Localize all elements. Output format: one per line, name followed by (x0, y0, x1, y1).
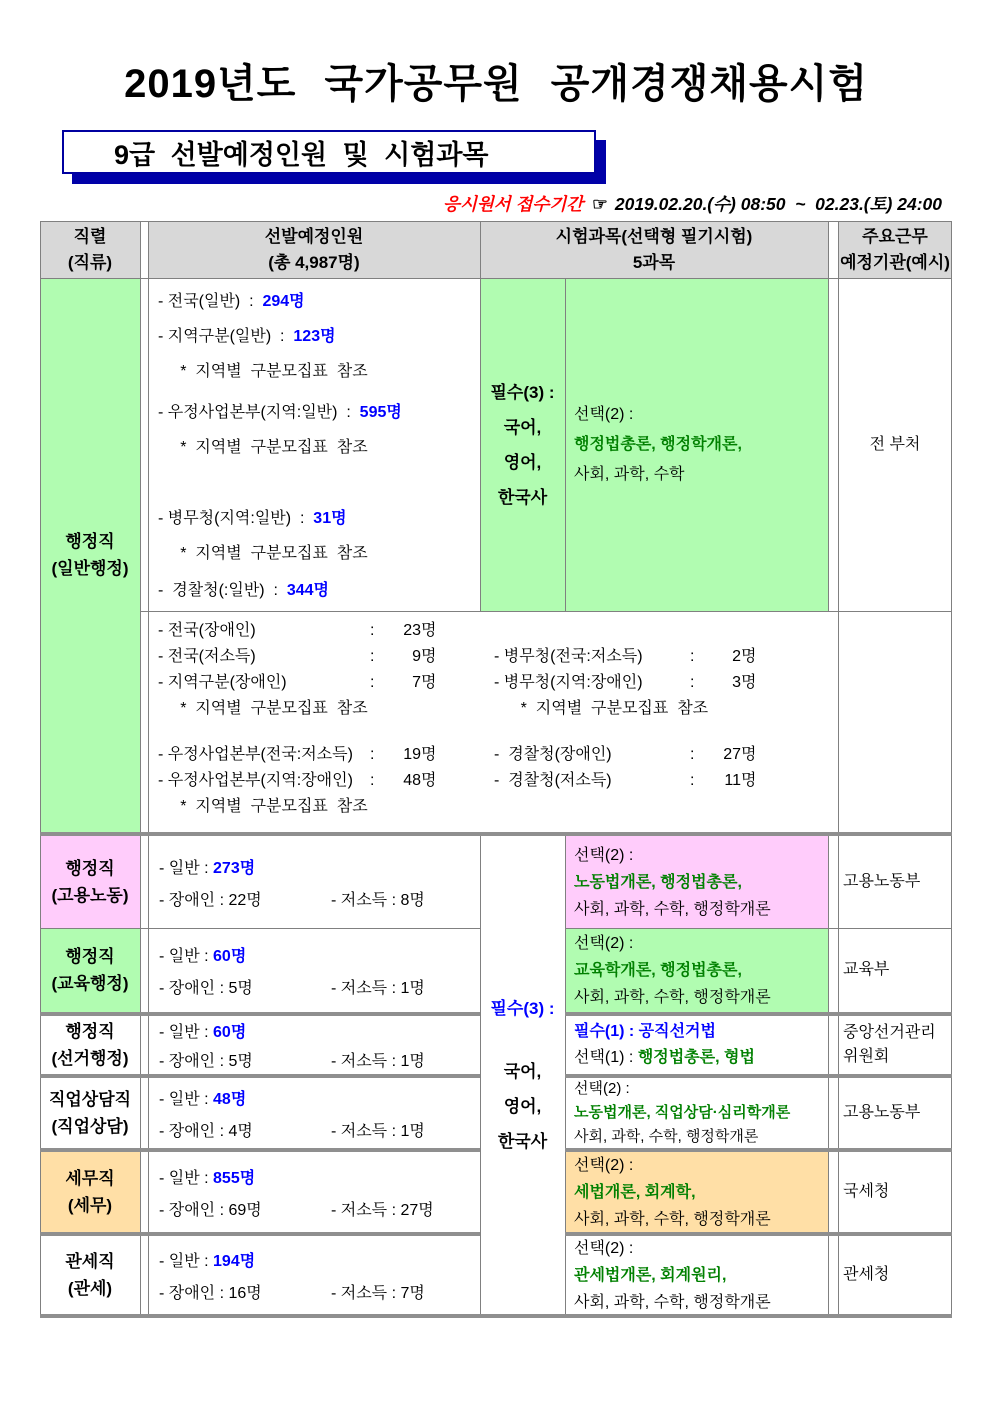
required-subject: 영어, (503, 1097, 542, 1116)
agency-name: 중앙선거관리 (843, 1024, 936, 1041)
row6-category: 세무직 (세무) (40, 1152, 140, 1232)
row3-select-cell (565, 928, 828, 1012)
notice-period: 2019.02.20.(수) 08:50 ~ 02.23.(토) 24:00 (614, 194, 942, 214)
grid-line (480, 221, 481, 611)
recruit-line: - 경찰청(:일반) : 344명 (158, 582, 329, 599)
select-label: 선택(2) : (574, 1080, 630, 1097)
row1-category-line2: (일반행정) (51, 559, 129, 578)
agency-name: 교육부 (843, 961, 890, 978)
thick-separator (40, 832, 952, 836)
recruit-note: * 지역별 구분모집표 참조 (158, 363, 368, 380)
agency-name: 위원회 (843, 1048, 890, 1065)
select-rest-subjects: 사회, 과학, 수학 (574, 465, 685, 483)
row4-select-cell (565, 1016, 828, 1074)
extra-line: - 경찰청(저소득) : 11명 (494, 772, 757, 789)
row1-required-cell (480, 278, 565, 611)
header-recruit (148, 221, 480, 278)
recruit-line: - 장애인 : 16명 - 저소득 : 7명 (159, 1284, 425, 1302)
select-rest-subjects: 사회, 과학, 수학, 행정학개론 (574, 1210, 771, 1228)
select-label: 선택(2) : (574, 934, 634, 952)
recruit-note: * 지역별 구분모집표 참조 (158, 545, 368, 562)
pointing-hand-icon: ☞ (592, 194, 608, 214)
recruit-line: - 병무청(지역:일반) : 31명 (158, 510, 347, 527)
extra-note: * 지역별 구분모집표 참조 (158, 798, 368, 815)
row4-category: 행정직 (선거행정) (51, 1022, 129, 1068)
row6-select-cell (565, 1152, 828, 1232)
row3-agency-cell (838, 928, 952, 1012)
grid-line (140, 221, 141, 1318)
row1-recruit-cell (148, 278, 480, 611)
grid-line (40, 928, 480, 929)
extra-line: - 전국(장애인) : 23명 (158, 622, 437, 639)
grid-line (40, 278, 952, 279)
row1-extra-cell (148, 611, 838, 832)
recruit-line: - 일반 : 60명 (159, 947, 247, 965)
select-green-subjects: 노동법개론, 행정법총론, (574, 873, 742, 891)
recruit-line: - 전국(일반) : 294명 (158, 293, 305, 310)
recruit-line: - 장애인 : 4명 - 저소득 : 1명 (159, 1122, 425, 1140)
thick-separator (40, 1074, 480, 1078)
row2-agency-cell (838, 836, 952, 928)
row5-recruit-cell (148, 1078, 480, 1148)
header-subjects-line1: 시험과목(선택형 필기시험) (555, 226, 753, 246)
required-subject: 국어, (503, 417, 542, 437)
recruit-line: - 장애인 : 22명 - 저소득 : 8명 (159, 891, 425, 909)
row5-agency-cell (838, 1078, 952, 1148)
agency-name: 전 부처 (869, 435, 921, 453)
select-green-subjects: 세법개론, 회계학, (574, 1183, 696, 1201)
page-title: 2019년도 국가공무원 공개경쟁채용시험 (124, 62, 868, 106)
subtitle-text: 9급 선발예정인원 및 시험과목 (114, 139, 489, 170)
spacer (494, 618, 830, 644)
extra-line: - 경찰청(장애인) : 27명 (494, 746, 757, 763)
extra-line: - 병무청(지역:장애인) : 3명 (494, 674, 757, 691)
select-green-subjects: 관세법개론, 회계원리, (574, 1266, 727, 1284)
extra-line: - 전국(저소득) : 9명 (158, 648, 437, 665)
row6-recruit-cell (148, 1152, 480, 1232)
required-blue-line: 필수(1) : 공직선거법 (574, 1023, 716, 1040)
select-rest-subjects: 사회, 과학, 수학, 행정학개론 (574, 900, 771, 918)
agency-name: 고용노동부 (843, 873, 921, 890)
grid-line (40, 221, 41, 1318)
select-rest-subjects: 사회, 과학, 수학, 행정학개론 (574, 1128, 759, 1145)
grid-line (828, 221, 829, 611)
select-green-subjects: 노동법개론, 직업상담·심리학개론 (574, 1104, 791, 1121)
row2-recruit-cell (148, 836, 480, 928)
required-subject: 영어, (503, 452, 542, 472)
exam-table (40, 221, 952, 1318)
select-rest-subjects: 사회, 과학, 수학, 행정학개론 (574, 988, 771, 1006)
row5-category: 직업상담직 (직업상담) (48, 1090, 132, 1136)
grid-line (40, 221, 952, 222)
header-subjects-line2: 5과목 (632, 252, 676, 272)
agency-name: 관세청 (843, 1266, 890, 1283)
middle-required-cell (480, 836, 565, 1314)
thick-separator (40, 1314, 952, 1318)
recruit-note: * 지역별 구분모집표 참조 (158, 439, 368, 456)
row1-agency-cell (838, 278, 952, 611)
required-label: 필수(3) : (490, 382, 555, 402)
subtitle-box (62, 130, 596, 174)
grid-line (148, 221, 149, 1318)
extra-note: * 지역별 구분모집표 참조 (494, 700, 709, 717)
recruit-line: - 일반 : 60명 (159, 1024, 247, 1041)
recruit-line: - 장애인 : 5명 - 저소득 : 1명 (159, 979, 425, 997)
recruit-line: - 일반 : 855명 (159, 1169, 256, 1187)
required-subject: 한국사 (497, 1132, 548, 1151)
row6-agency-cell (838, 1152, 952, 1232)
row1-select-cell (565, 278, 828, 611)
row5-select-cell (565, 1078, 828, 1148)
header-recruit-line2: (총 4,987명) (268, 252, 360, 272)
extra-left-list (158, 618, 488, 820)
extra-line: - 우정사업본부(지역:장애인) : 48명 (158, 772, 437, 789)
row7-recruit-cell (148, 1236, 480, 1314)
row7-agency-cell (838, 1236, 952, 1314)
row2-select-cell (565, 836, 828, 928)
required-subject: 한국사 (497, 487, 548, 507)
thick-separator (565, 1012, 952, 1016)
row7-select-cell (565, 1236, 828, 1314)
grid-line (480, 836, 481, 1314)
row4-agency-cell (838, 1016, 952, 1074)
spacer (158, 722, 488, 742)
thick-separator (40, 1148, 480, 1152)
recruit-line: - 장애인 : 69명 - 저소득 : 27명 (159, 1201, 434, 1219)
application-period-notice (443, 191, 942, 216)
select-green-subjects: 교육학개론, 행정법총론, (574, 961, 742, 979)
select-green-subjects: 행정법총론, 행정학개론, (574, 435, 742, 453)
row2-category: 행정직 (고용노동) (40, 836, 140, 928)
recruit-line: - 일반 : 48명 (159, 1090, 247, 1108)
row3-recruit-cell (148, 928, 480, 1012)
select-label: 선택(2) : (574, 846, 634, 864)
row7-category: 관세직 (관세) (65, 1252, 115, 1298)
select-label: 선택(2) : (574, 1239, 634, 1257)
spacer (494, 722, 830, 742)
header-subjects (480, 221, 828, 278)
spacer (158, 465, 480, 501)
extra-line: - 병무청(전국:저소득) : 2명 (494, 648, 757, 665)
thick-separator (40, 1232, 480, 1236)
extra-line: - 우정사업본부(전국:저소득) : 19명 (158, 746, 437, 763)
thick-separator (565, 1074, 952, 1078)
grid-line (565, 278, 566, 611)
row1-category-line1: 행정직 (65, 532, 115, 551)
header-recruit-line1: 선발예정인원 (264, 226, 364, 246)
row4-recruit-cell (148, 1016, 480, 1074)
agency-name: 국세청 (843, 1183, 890, 1200)
grid-line (140, 611, 952, 612)
thick-separator (565, 1148, 952, 1152)
header-category (40, 221, 140, 278)
required-subject: 국어, (503, 1062, 542, 1081)
recruit-line: - 일반 : 273명 (159, 859, 256, 877)
row3-category: 행정직 (교육행정) (40, 928, 140, 1012)
select-line: 선택(1) : 행정법총론, 형법 (574, 1049, 755, 1066)
grid-line (565, 928, 952, 929)
recruit-line: - 지역구분(일반) : 123명 (158, 328, 336, 345)
agency-name: 고용노동부 (843, 1104, 921, 1121)
select-rest-subjects: 사회, 과학, 수학, 행정학개론 (574, 1293, 771, 1311)
row1-category (40, 278, 140, 832)
recruit-line: - 장애인 : 5명 - 저소득 : 1명 (159, 1053, 425, 1070)
recruit-line: - 우정사업본부(지역:일반) : 595명 (158, 404, 402, 421)
thick-separator (565, 1232, 952, 1236)
recruit-line: - 일반 : 194명 (159, 1252, 256, 1270)
header-category-line2: (직류) (67, 252, 113, 272)
grid-line (951, 221, 952, 1318)
header-agency-line2: 예정기관(예시) (840, 252, 950, 272)
header-agency (838, 221, 952, 278)
header-category-line1: 직렬 (73, 226, 107, 246)
grid-line (838, 221, 839, 1318)
select-label: 선택(2) : (574, 1156, 634, 1174)
header-agency-line1: 주요근무 (862, 226, 928, 246)
extra-line: - 지역구분(장애인) : 7명 (158, 674, 437, 691)
extra-note: * 지역별 구분모집표 참조 (158, 700, 368, 717)
required-label: 필수(3) : (490, 999, 555, 1018)
extra-right-list (494, 618, 830, 794)
select-label: 선택(2) : (574, 405, 634, 423)
thick-separator (40, 1012, 480, 1016)
notice-label: 응시원서 접수기간 (443, 194, 584, 214)
